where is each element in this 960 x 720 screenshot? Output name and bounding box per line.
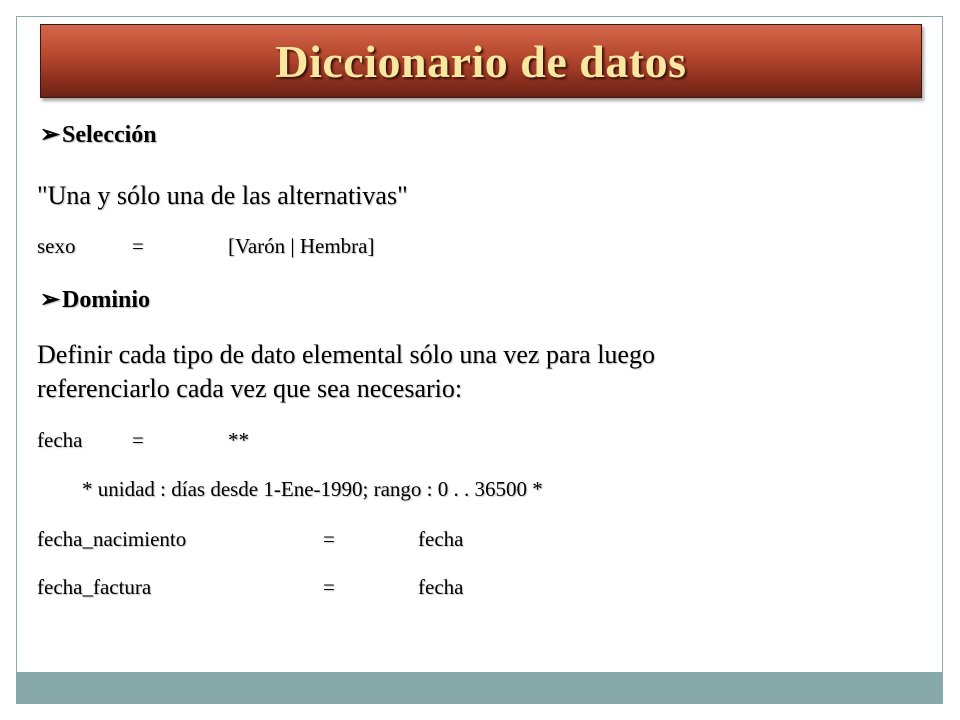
seleccion-heading: Selección: [62, 122, 157, 148]
fecha-factura-value: fecha: [418, 575, 464, 599]
dominio-paragraph-line2: referenciarlo cada vez que sea necesario:: [37, 374, 463, 403]
arrow-bullet-icon: ➢: [40, 122, 61, 148]
dominio-heading-row: [40, 285, 150, 314]
arrow-bullet-icon: ➢: [40, 287, 61, 313]
sexo-value: [Varón | Hembra]: [228, 234, 375, 258]
dominio-heading: Dominio: [62, 287, 151, 313]
fecha-factura-name: fecha_factura: [37, 575, 152, 599]
fecha-nacimiento-value: fecha: [418, 527, 464, 551]
sexo-equals: =: [132, 234, 144, 258]
fecha-factura-equals: =: [323, 575, 335, 599]
fecha-name: fecha: [37, 428, 83, 452]
fecha-comment: * unidad : días desde 1-Ene-1990; rango : 0 . . 36500 *: [82, 477, 543, 501]
fecha-value: **: [228, 428, 249, 452]
fecha-nacimiento-equals: =: [323, 527, 335, 551]
dominio-paragraph-line1: Definir cada tipo de dato elemental sólo una vez para luego: [37, 340, 655, 369]
fecha-equals: =: [132, 428, 144, 452]
title-banner: [40, 24, 922, 98]
footer-bar: [17, 672, 942, 703]
seleccion-description: "Una y sólo una de las alternativas": [37, 181, 408, 210]
fecha-nacimiento-name: fecha_nacimiento: [37, 527, 187, 551]
slide-title: Diccionario de datos: [275, 35, 687, 87]
sexo-name: sexo: [37, 234, 76, 258]
seleccion-heading-row: [40, 120, 157, 149]
